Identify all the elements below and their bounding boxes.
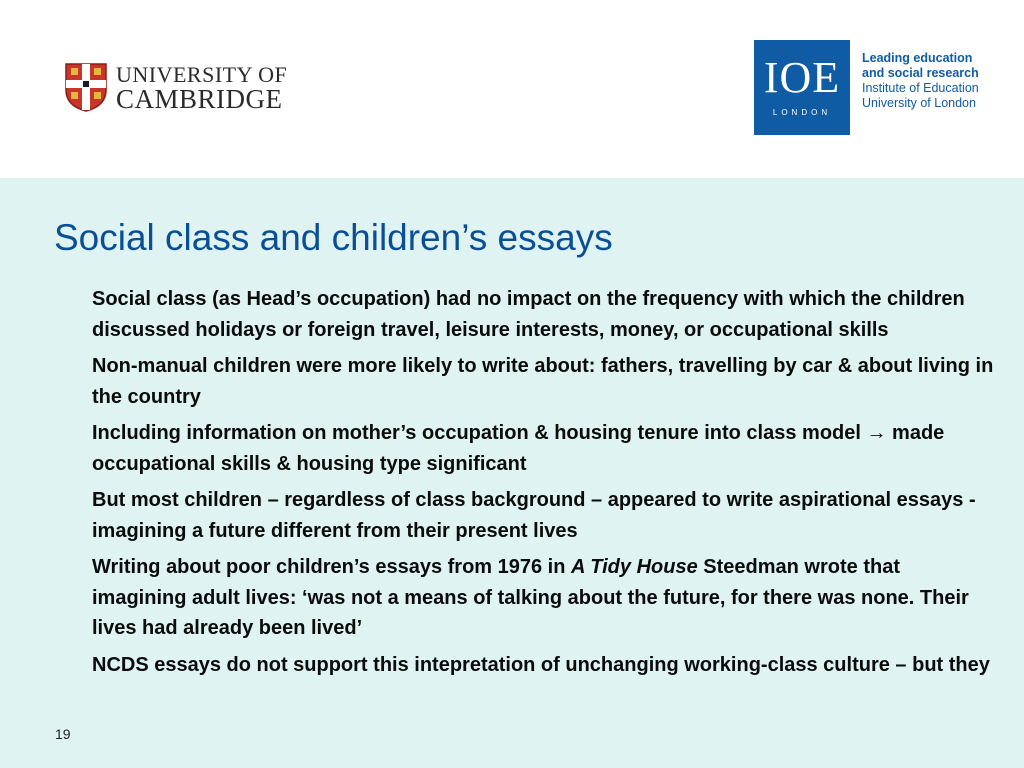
ioe-tagline-line2: and social research	[862, 66, 979, 80]
slide-header	[0, 0, 1024, 178]
bullet-item: NCDS essays do not support this intepretation of unchanging working-class culture – but they	[92, 653, 990, 676]
bullet-item: Including information on mother’s occupation & housing tenure into class model → made occupational skills & housing type significant	[92, 422, 945, 475]
ioe-logo	[754, 40, 850, 135]
cambridge-line1: UNIVERSITY OF	[116, 62, 288, 87]
cambridge-line2: CAMBRIDGE	[116, 84, 283, 114]
book-title: A Tidy House	[571, 556, 698, 578]
cambridge-wordmark	[116, 62, 288, 114]
ioe-tagline	[862, 51, 1012, 111]
bullet-item: Social class (as Head’s occupation) had no impact on the frequency with which the children discussed holidays or foreign travel, leisure interests, money, or occupational skills	[92, 288, 965, 341]
bullet-text: Steedman wrote that imagining adult lives: ‘was not a means of talking about the future, for there was none. Their lives had already been lived’	[92, 556, 969, 639]
ioe-logo-london: LONDON	[772, 108, 832, 117]
bullet-item: Non-manual children were more likely to write about: fathers, travelling by car & about living in the country	[92, 355, 994, 408]
ioe-institute-line1: Institute of Education	[862, 81, 979, 95]
ioe-institute-line2: University of London	[862, 96, 976, 110]
bullet-item: But most children – regardless of class background – appeared to write aspirational essays - imagining a future different from their present lives	[92, 489, 976, 542]
ioe-tagline-line1: Leading education	[862, 51, 973, 65]
ioe-logo-letters: IOE	[763, 53, 841, 102]
cambridge-logo	[64, 62, 304, 114]
bullet-item-steedman	[92, 552, 997, 644]
bullet-text: Writing about poor children’s essays from 1976 in	[92, 556, 572, 578]
bullet-list	[92, 284, 997, 686]
slide-title: Social class and children’s essays	[54, 217, 613, 258]
slide-number: 19	[55, 726, 71, 742]
cambridge-shield-icon	[64, 62, 108, 112]
